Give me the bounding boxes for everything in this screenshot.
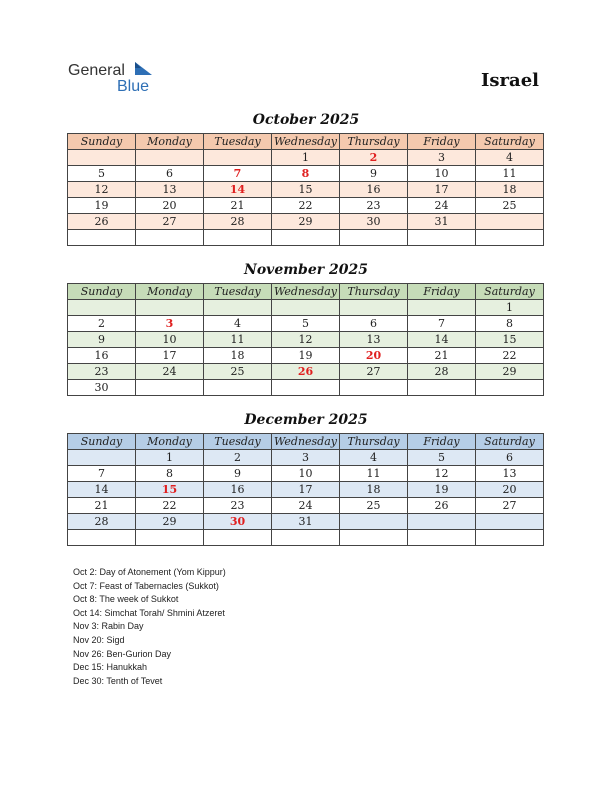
day-cell: 5	[408, 450, 476, 466]
weekday-header: Friday	[408, 434, 476, 450]
day-cell	[408, 380, 476, 396]
day-cell	[408, 530, 476, 546]
day-cell: 31	[272, 514, 340, 530]
day-cell: 30	[340, 214, 408, 230]
day-cell: 19	[408, 482, 476, 498]
day-cell: 20	[340, 348, 408, 364]
day-cell: 21	[408, 348, 476, 364]
day-cell: 24	[408, 198, 476, 214]
day-cell: 9	[340, 166, 408, 182]
day-cell: 28	[68, 514, 136, 530]
weekday-header: Thursday	[340, 134, 408, 150]
day-cell: 25	[340, 498, 408, 514]
weekday-header: Sunday	[68, 134, 136, 150]
day-cell: 11	[340, 466, 408, 482]
weekday-header-row	[68, 434, 544, 450]
week-row	[68, 530, 544, 546]
week-row	[68, 166, 544, 182]
day-cell	[136, 380, 204, 396]
week-row	[68, 380, 544, 396]
weekday-header: Tuesday	[204, 284, 272, 300]
weekday-header: Saturday	[476, 284, 544, 300]
day-cell: 6	[136, 166, 204, 182]
day-cell: 26	[272, 364, 340, 380]
day-cell: 30	[204, 514, 272, 530]
day-cell: 8	[272, 166, 340, 182]
day-cell: 3	[136, 316, 204, 332]
day-cell: 17	[136, 348, 204, 364]
day-cell	[340, 230, 408, 246]
weekday-header: Wednesday	[272, 284, 340, 300]
weekday-header: Sunday	[68, 284, 136, 300]
day-cell: 9	[68, 332, 136, 348]
day-cell: 25	[204, 364, 272, 380]
day-cell: 10	[272, 466, 340, 482]
day-cell: 22	[476, 348, 544, 364]
day-cell: 30	[68, 380, 136, 396]
day-cell	[68, 530, 136, 546]
day-cell	[476, 214, 544, 230]
holiday-list	[73, 566, 226, 688]
week-row	[68, 300, 544, 316]
day-cell: 23	[204, 498, 272, 514]
month-title-december: December 2025	[244, 412, 368, 428]
day-cell: 29	[136, 514, 204, 530]
weekday-header-row	[68, 134, 544, 150]
day-cell	[136, 230, 204, 246]
weekday-header: Monday	[136, 284, 204, 300]
weekday-header: Wednesday	[272, 434, 340, 450]
day-cell: 12	[272, 332, 340, 348]
day-cell: 21	[204, 198, 272, 214]
day-cell: 28	[204, 214, 272, 230]
week-row	[68, 514, 544, 530]
day-cell: 5	[272, 316, 340, 332]
holiday-item: Oct 7: Feast of Tabernacles (Sukkot)	[73, 580, 219, 591]
day-cell: 13	[340, 332, 408, 348]
day-cell: 19	[272, 348, 340, 364]
day-cell: 7	[408, 316, 476, 332]
day-cell: 18	[204, 348, 272, 364]
day-cell	[204, 530, 272, 546]
week-row	[68, 182, 544, 198]
day-cell	[68, 300, 136, 316]
day-cell	[340, 514, 408, 530]
logo	[68, 62, 168, 96]
day-cell	[340, 300, 408, 316]
day-cell: 24	[136, 364, 204, 380]
day-cell: 14	[408, 332, 476, 348]
day-cell: 28	[408, 364, 476, 380]
calendar-december	[67, 433, 544, 546]
week-row	[68, 450, 544, 466]
holiday-item: Oct 14: Simchat Torah/ Shmini Atzeret	[73, 607, 225, 618]
weekday-header: Thursday	[340, 284, 408, 300]
holiday-item: Nov 26: Ben-Gurion Day	[73, 648, 172, 659]
day-cell: 12	[408, 466, 476, 482]
holiday-item: Nov 20: Sigd	[73, 634, 125, 645]
week-row	[68, 150, 544, 166]
country-title: Israel	[481, 70, 539, 91]
day-cell: 2	[68, 316, 136, 332]
week-row	[68, 482, 544, 498]
holiday-item: Dec 30: Tenth of Tevet	[73, 675, 163, 686]
day-cell	[272, 530, 340, 546]
holiday-item: Oct 8: The week of Sukkot	[73, 594, 179, 605]
day-cell	[408, 514, 476, 530]
day-cell: 27	[136, 214, 204, 230]
weekday-header: Saturday	[476, 434, 544, 450]
day-cell: 13	[136, 182, 204, 198]
day-cell: 7	[68, 466, 136, 482]
calendar-november	[67, 283, 544, 396]
day-cell: 16	[204, 482, 272, 498]
day-cell	[476, 230, 544, 246]
week-row	[68, 316, 544, 332]
calendar-october	[67, 133, 544, 246]
day-cell	[68, 150, 136, 166]
day-cell	[340, 530, 408, 546]
day-cell: 29	[476, 364, 544, 380]
week-row	[68, 198, 544, 214]
day-cell: 10	[136, 332, 204, 348]
month-title-october: October 2025	[252, 112, 360, 128]
day-cell	[272, 380, 340, 396]
day-cell: 4	[476, 150, 544, 166]
day-cell: 7	[204, 166, 272, 182]
day-cell: 18	[340, 482, 408, 498]
day-cell: 11	[204, 332, 272, 348]
day-cell	[204, 300, 272, 316]
weekday-header: Sunday	[68, 434, 136, 450]
day-cell: 1	[476, 300, 544, 316]
day-cell: 27	[476, 498, 544, 514]
day-cell: 15	[136, 482, 204, 498]
logo-blue-text: Blue	[117, 78, 150, 95]
day-cell	[476, 380, 544, 396]
day-cell: 19	[68, 198, 136, 214]
day-cell	[272, 230, 340, 246]
week-row	[68, 348, 544, 364]
day-cell: 11	[476, 166, 544, 182]
weekday-header: Friday	[408, 134, 476, 150]
weekday-header: Tuesday	[204, 134, 272, 150]
day-cell: 13	[476, 466, 544, 482]
logo-triangle-icon	[135, 62, 153, 78]
day-cell: 8	[136, 466, 204, 482]
day-cell: 16	[68, 348, 136, 364]
month-title-november: November 2025	[244, 262, 368, 278]
week-row	[68, 364, 544, 380]
day-cell: 14	[204, 182, 272, 198]
day-cell: 27	[340, 364, 408, 380]
day-cell: 21	[68, 498, 136, 514]
day-cell: 17	[408, 182, 476, 198]
day-cell: 9	[204, 466, 272, 482]
day-cell: 20	[136, 198, 204, 214]
weekday-header: Saturday	[476, 134, 544, 150]
day-cell: 1	[272, 150, 340, 166]
holiday-item: Nov 3: Rabin Day	[73, 621, 144, 632]
day-cell: 3	[272, 450, 340, 466]
weekday-header: Wednesday	[272, 134, 340, 150]
holiday-item: Dec 15: Hanukkah	[73, 662, 148, 673]
day-cell	[476, 514, 544, 530]
day-cell	[408, 230, 476, 246]
day-cell	[68, 230, 136, 246]
weekday-header-row	[68, 284, 544, 300]
weekday-header: Thursday	[340, 434, 408, 450]
day-cell: 18	[476, 182, 544, 198]
day-cell: 5	[68, 166, 136, 182]
week-row	[68, 466, 544, 482]
day-cell: 2	[204, 450, 272, 466]
day-cell: 6	[476, 450, 544, 466]
day-cell: 3	[408, 150, 476, 166]
day-cell: 15	[272, 182, 340, 198]
week-row	[68, 214, 544, 230]
day-cell: 20	[476, 482, 544, 498]
day-cell	[272, 300, 340, 316]
day-cell: 17	[272, 482, 340, 498]
day-cell: 1	[136, 450, 204, 466]
day-cell	[204, 230, 272, 246]
holiday-item: Oct 2: Day of Atonement (Yom Kippur)	[73, 567, 226, 577]
day-cell: 12	[68, 182, 136, 198]
day-cell: 6	[340, 316, 408, 332]
weekday-header: Tuesday	[204, 434, 272, 450]
day-cell	[204, 150, 272, 166]
day-cell: 4	[340, 450, 408, 466]
day-cell: 10	[408, 166, 476, 182]
week-row	[68, 498, 544, 514]
day-cell	[476, 530, 544, 546]
weekday-header: Monday	[136, 134, 204, 150]
week-row	[68, 332, 544, 348]
day-cell: 29	[272, 214, 340, 230]
day-cell	[136, 150, 204, 166]
day-cell: 24	[272, 498, 340, 514]
weekday-header: Friday	[408, 284, 476, 300]
logo-general-text: General	[68, 62, 125, 79]
day-cell	[136, 300, 204, 316]
day-cell: 26	[68, 214, 136, 230]
day-cell: 23	[340, 198, 408, 214]
day-cell: 25	[476, 198, 544, 214]
day-cell	[204, 380, 272, 396]
day-cell: 26	[408, 498, 476, 514]
day-cell	[68, 450, 136, 466]
day-cell	[340, 380, 408, 396]
day-cell: 8	[476, 316, 544, 332]
day-cell: 2	[340, 150, 408, 166]
week-row	[68, 230, 544, 246]
day-cell: 14	[68, 482, 136, 498]
day-cell	[408, 300, 476, 316]
day-cell: 15	[476, 332, 544, 348]
day-cell: 23	[68, 364, 136, 380]
day-cell: 31	[408, 214, 476, 230]
day-cell: 16	[340, 182, 408, 198]
day-cell	[136, 530, 204, 546]
day-cell: 4	[204, 316, 272, 332]
day-cell: 22	[272, 198, 340, 214]
day-cell: 22	[136, 498, 204, 514]
weekday-header: Monday	[136, 434, 204, 450]
